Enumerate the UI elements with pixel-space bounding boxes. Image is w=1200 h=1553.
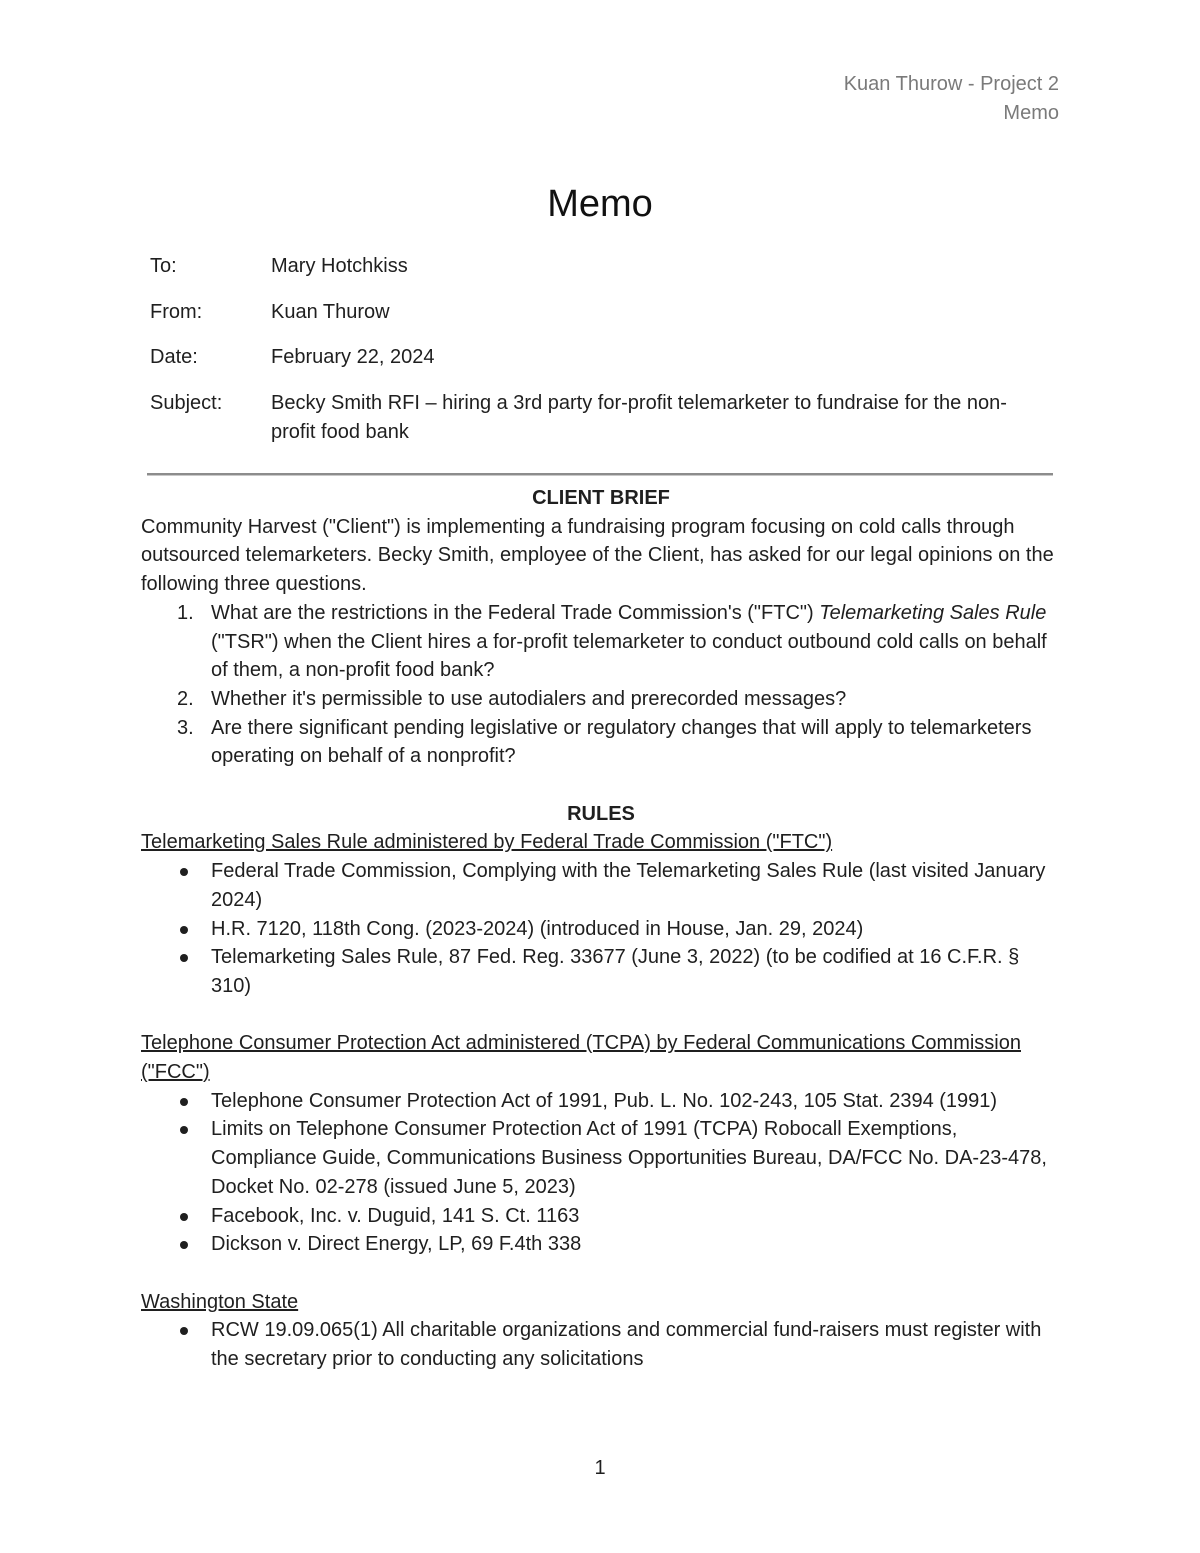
header-line-doctype: Memo xyxy=(1003,102,1059,124)
spacer xyxy=(141,771,1061,800)
rules-list-washington xyxy=(141,1316,1061,1373)
page-number: 1 xyxy=(594,1457,606,1479)
list-item xyxy=(141,1316,1061,1373)
list-item xyxy=(141,857,1061,914)
rule-citation: Facebook, Inc. v. Duguid, 141 S. Ct. 1163 xyxy=(211,1204,580,1227)
list-item xyxy=(141,685,1061,714)
question-list xyxy=(141,599,1061,771)
spacer xyxy=(141,1259,1061,1288)
bullet-icon xyxy=(180,1098,188,1106)
rule-citation: Limits on Telephone Consumer Protection Act of 1991 (TCPA) Robocall Exemptions, Compliance Guide, Communications Business Opportunities Bureau, DA/FCC No. DA-23-478, Docket No. 02-278 (issued June 5, 2023) xyxy=(211,1118,1047,1198)
rule-citation: H.R. 7120, 118th Cong. (2023-2024) (introduced in House, Jan. 29, 2024) xyxy=(211,917,864,940)
bullet-icon xyxy=(180,868,188,876)
header-line-author: Kuan Thurow - Project 2 xyxy=(843,73,1059,95)
rule-citation: Federal Trade Commission, Complying with the Telemarketing Sales Rule (last visited January 2024) xyxy=(211,860,1046,911)
bullet-icon xyxy=(180,926,188,934)
question-text: Whether it's permissible to use autodialers and prerecorded messages? xyxy=(211,687,847,710)
client-brief-heading: CLIENT BRIEF xyxy=(532,487,670,509)
rule-citation: Telephone Consumer Protection Act of 1991, Pub. L. No. 102-243, 105 Stat. 2394 (1991) xyxy=(211,1089,998,1112)
rules-list-tsr xyxy=(141,857,1061,1001)
meta-label: To: xyxy=(150,255,177,277)
list-item xyxy=(141,599,1061,685)
meta-label: Subject: xyxy=(150,392,223,414)
rule-citation: Telemarketing Sales Rule, 87 Fed. Reg. 33677 (June 3, 2022) (to be codified at 16 C.F.R. § 310) xyxy=(211,946,1020,997)
spacer xyxy=(141,1001,1061,1030)
bullet-icon xyxy=(180,1327,188,1335)
meta-value: Mary Hotchkiss xyxy=(271,255,408,277)
bullet-icon xyxy=(180,1241,188,1249)
rules-section-title-washington: Washington State xyxy=(141,1290,299,1313)
list-item xyxy=(141,1087,1061,1116)
list-number: 1. xyxy=(177,601,194,624)
meta-value: Kuan Thurow xyxy=(271,301,390,323)
horizontal-divider xyxy=(147,473,1053,476)
list-item xyxy=(141,714,1061,771)
list-number: 3. xyxy=(177,716,194,739)
meta-label: From: xyxy=(150,301,203,323)
bullet-icon xyxy=(180,1213,188,1221)
rules-section-title-tcpa: Telephone Consumer Protection Act administered (TCPA) by Federal Communications Commission ("FCC") xyxy=(141,1032,1021,1084)
bullet-icon xyxy=(180,954,188,962)
rules-list-tcpa xyxy=(141,1087,1061,1259)
meta-label: Date: xyxy=(150,346,198,368)
list-item xyxy=(141,1115,1061,1201)
meta-value: February 22, 2024 xyxy=(271,346,435,368)
memo-body xyxy=(141,484,1061,1374)
memo-title: Memo xyxy=(547,183,653,225)
question-text: Are there significant pending legislative or regulatory changes that will apply to telemarketers operating on behalf of a nonprofit? xyxy=(211,716,1032,768)
list-item xyxy=(141,943,1061,1000)
question-text: What are the restrictions in the Federal Trade Commission's ("FTC") xyxy=(211,601,820,624)
question-text-tail: ("TSR") when the Client hires a for-profit telemarketer to conduct outbound cold calls on behalf of them, a non-profit food bank? xyxy=(211,630,1047,682)
rules-section-title-tsr: Telemarketing Sales Rule administered by Federal Trade Commission ("FTC") xyxy=(141,831,833,854)
list-item xyxy=(141,1230,1061,1259)
list-item xyxy=(141,1202,1061,1231)
rule-citation: RCW 19.09.065(1) All charitable organizations and commercial fund-raisers must register with the secretary prior to conducting any solicitations xyxy=(211,1319,1042,1371)
list-number: 2. xyxy=(177,687,194,710)
rules-heading: RULES xyxy=(567,802,635,825)
rule-citation: Dickson v. Direct Energy, LP, 69 F.4th 338 xyxy=(211,1233,582,1256)
running-header xyxy=(844,70,1059,128)
list-item xyxy=(141,915,1061,944)
question-emphasis: Telemarketing Sales Rule xyxy=(819,601,1047,624)
bullet-icon xyxy=(180,1126,188,1134)
meta-value: Becky Smith RFI – hiring a 3rd party for-profit telemarketer to fundraise for the non-profit food bank xyxy=(271,392,1007,443)
client-brief-intro: Community Harvest ("Client") is implementing a fundraising program focusing on cold calls through outsourced telemarketers. Becky Smith, employee of the Client, has asked for our legal opinions on the following three questions. xyxy=(141,515,1054,596)
